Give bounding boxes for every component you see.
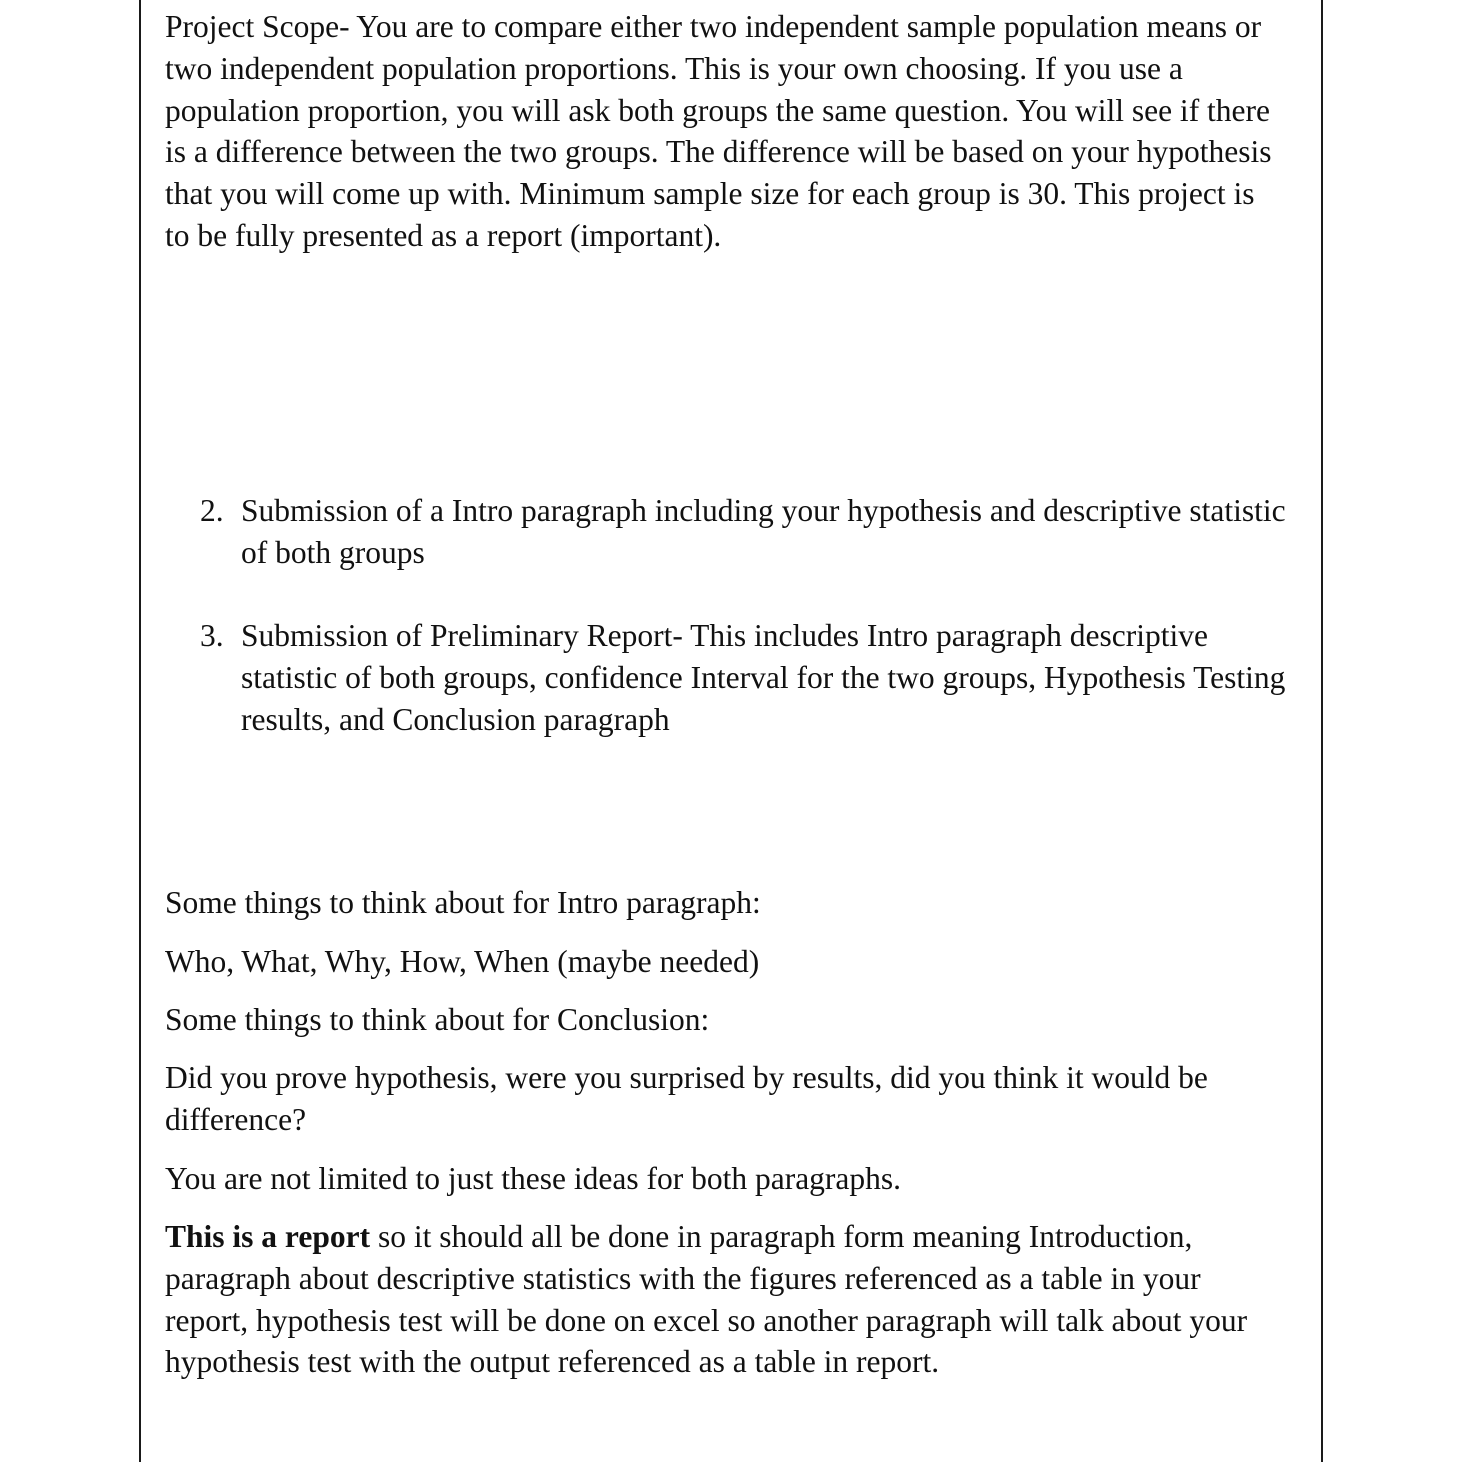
conclusion-answer: Did you prove hypothesis, were you surprised by results, did you think it would be difference? [165, 1060, 1208, 1137]
not-limited-note: You are not limited to just these ideas for both paragraphs. [165, 1161, 902, 1196]
report-instructions [165, 1216, 1280, 1383]
project-scope-paragraph: Project Scope- You are to compare either two independent sample population means or two independent population proportions. This is your own choosing. If you use a population proportion, you will ask both groups the same question. You will see if there is a difference between the two groups. The difference will be based on your hypothesis that you will come up with. Minimum sample size for each group is 30. This project is to be fully presented as a report (important). [165, 9, 1272, 253]
list-item-text: Submission of a Intro paragraph including your hypothesis and descriptive statistic of both groups [241, 493, 1286, 570]
report-rest-text: so it should all be done in paragraph form meaning Introduction, paragraph about descriptive statistics with the figures referenced as a table in your report, hypothesis test will be done on excel so another paragraph will talk about your hypothesis test with the output referenced as a table in report. [165, 1219, 1248, 1380]
list-item-number: 3. [200, 618, 224, 653]
page-border-right [1321, 0, 1323, 1462]
report-bold-lead: This is a report [165, 1219, 371, 1254]
list-item-number: 2. [200, 493, 224, 528]
intro-question: Some things to think about for Intro paragraph: [165, 885, 761, 920]
page-border-left [139, 0, 141, 1462]
conclusion-question: Some things to think about for Conclusion: [165, 1002, 710, 1037]
list-item-text: Submission of Preliminary Report- This includes Intro paragraph descriptive statistic of both groups, confidence Interval for the two groups, Hypothesis Testing results, and Conclusion paragraph [241, 618, 1286, 737]
intro-answer: Who, What, Why, How, When (maybe needed) [165, 944, 760, 979]
